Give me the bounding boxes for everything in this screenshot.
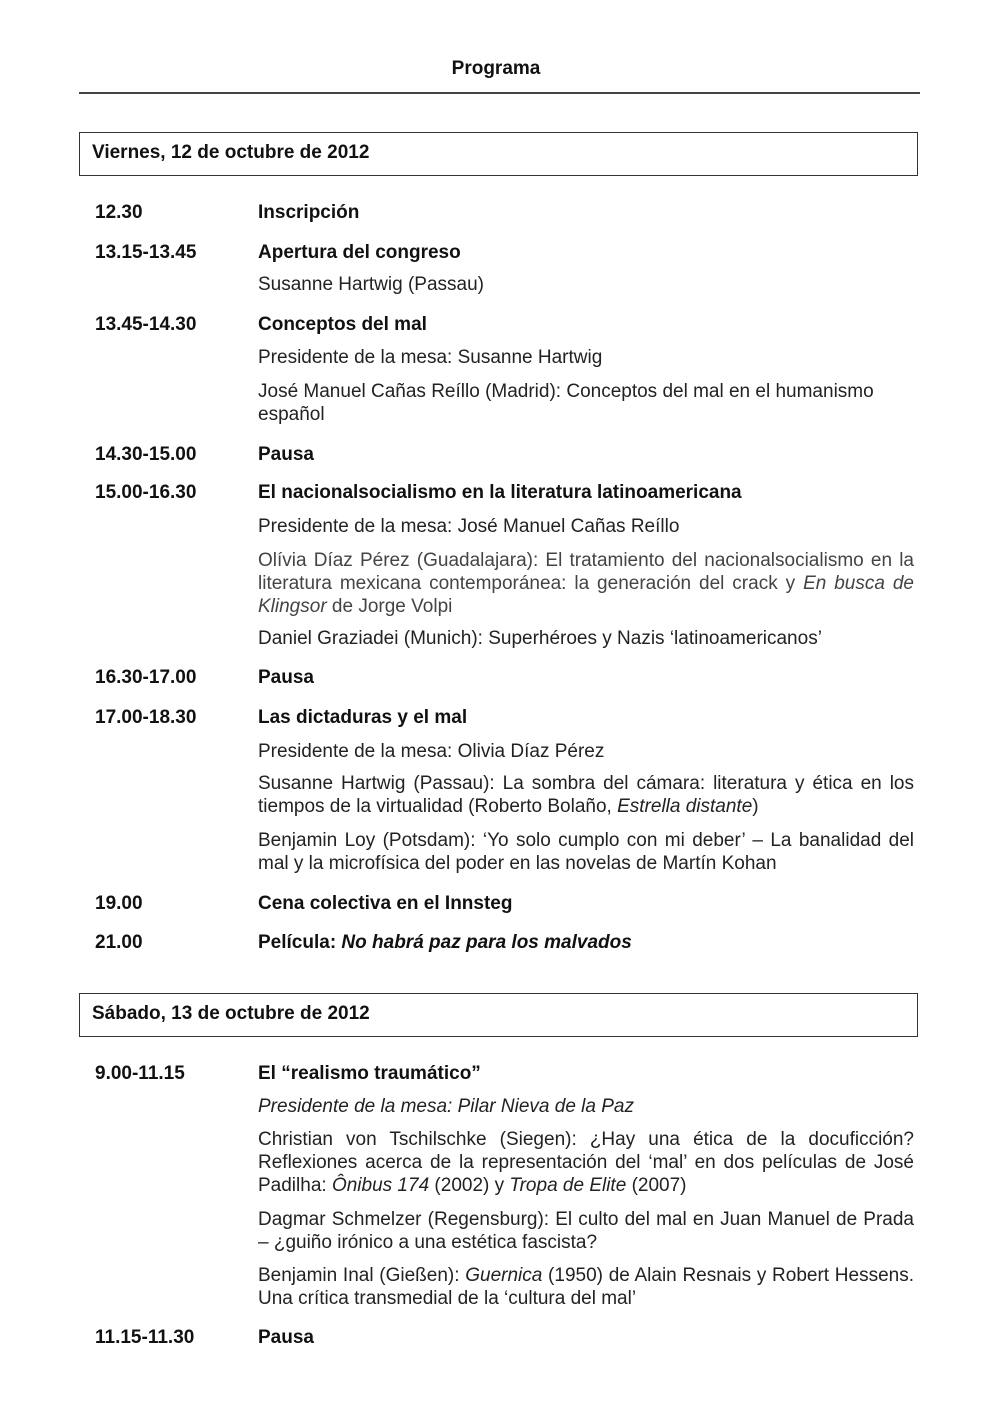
session-title [258,932,632,954]
talk-text: Olívia Díaz Pérez (Guadalajara): El tratamiento del nacionalsocialismo en la literatura mexicana contemporánea: la generación del crack y [258,550,914,594]
session-title: Pausa [258,667,314,688]
talk-text: ) [752,796,759,817]
session-title: Apertura del congreso [258,242,461,263]
session-time: 9.00-11.15 [95,1063,185,1084]
session-time: 15.00-16.30 [95,482,197,503]
talk-text: de Jorge Volpi [326,596,453,617]
session-time: 21.00 [95,932,143,953]
session-chair: Presidente de la mesa: José Manuel Cañas Reíllo [258,516,680,537]
session-title: Pausa [258,444,314,465]
day-header-friday: Viernes, 12 de octubre de 2012 [79,132,918,176]
session-talk: Daniel Graziadei (Munich): Superhéroes y Nazis ‘latinoamericanos’ [258,628,822,649]
session-title: Cena colectiva en el Innsteg [258,893,513,914]
talk-text: (2007) [626,1175,687,1196]
session-time: 11.15-11.30 [95,1327,195,1348]
day-header-saturday: Sábado, 13 de octubre de 2012 [79,993,918,1037]
film-label: Película: [258,932,342,953]
talk-text: (1950) de Alain Resnais y Robert Hessens. Una crítica transmedial de la ‘cultura del mal’ [258,1265,914,1309]
talk-text: (2002) y [429,1175,510,1196]
talk-text: Susanne Hartwig (Passau): La sombra del cámara: literatura y ética en los tiempos de la virtualidad (Roberto Bolaño, [258,773,914,817]
talk-work-title: Ônibus 174 [331,1175,430,1196]
session-talk: Benjamin Loy (Potsdam): ‘Yo solo cumplo con mi deber’ – La banalidad del mal y la microfísica del poder en las novelas de Martín Kohan [258,830,914,874]
talk-work-title: Guernica [465,1265,543,1286]
session-talk [258,1264,914,1310]
session-time: 14.30-15.00 [95,444,197,465]
header-divider [79,92,920,94]
session-time: 13.45-14.30 [95,314,197,335]
film-title: No habrá paz para los malvados [341,932,632,953]
session-title: El “realismo traumático” [258,1063,481,1084]
session-talk: Dagmar Schmelzer (Regensburg): El culto del mal en Juan Manuel de Prada – ¿guiño irónico a una estética fascista? [258,1209,914,1253]
session-speaker: Susanne Hartwig (Passau) [258,274,484,295]
session-time: 19.00 [95,893,143,914]
session-talk: José Manuel Cañas Reíllo (Madrid): Conceptos del mal en el humanismo español [258,381,874,425]
talk-text: Benjamin Inal (Gießen): [258,1265,466,1286]
session-chair: Presidente de la mesa: Pilar Nieva de la Paz [258,1096,634,1117]
talk-work-title: Estrella distante [617,796,753,817]
session-time: 17.00-18.30 [95,707,197,728]
session-title: Las dictaduras y el mal [258,707,468,728]
session-talk [258,1128,914,1197]
session-title: El nacionalsocialismo en la literatura latinoamericana [258,482,742,503]
session-talk [258,549,914,618]
session-talk [258,772,914,818]
session-time: 16.30-17.00 [95,667,197,688]
talk-work-title: En busca de Klingsor [258,573,914,617]
session-title: Pausa [258,1327,314,1348]
session-title: Conceptos del mal [258,314,427,335]
page-title: Programa [451,58,541,79]
talk-work-title: Tropa de Elite [509,1175,627,1196]
session-chair: Presidente de la mesa: Olivia Díaz Pérez [258,741,605,762]
session-title: Inscripción [258,202,360,223]
session-chair: Presidente de la mesa: Susanne Hartwig [258,347,603,368]
session-time: 12.30 [95,202,143,223]
session-time: 13.15-13.45 [95,242,197,263]
talk-text: Christian von Tschilschke (Siegen): ¿Hay una ética de la docuficción? Reflexiones acerca de la representación del ‘mal’ en dos películas de José Padilha: [258,1129,914,1196]
